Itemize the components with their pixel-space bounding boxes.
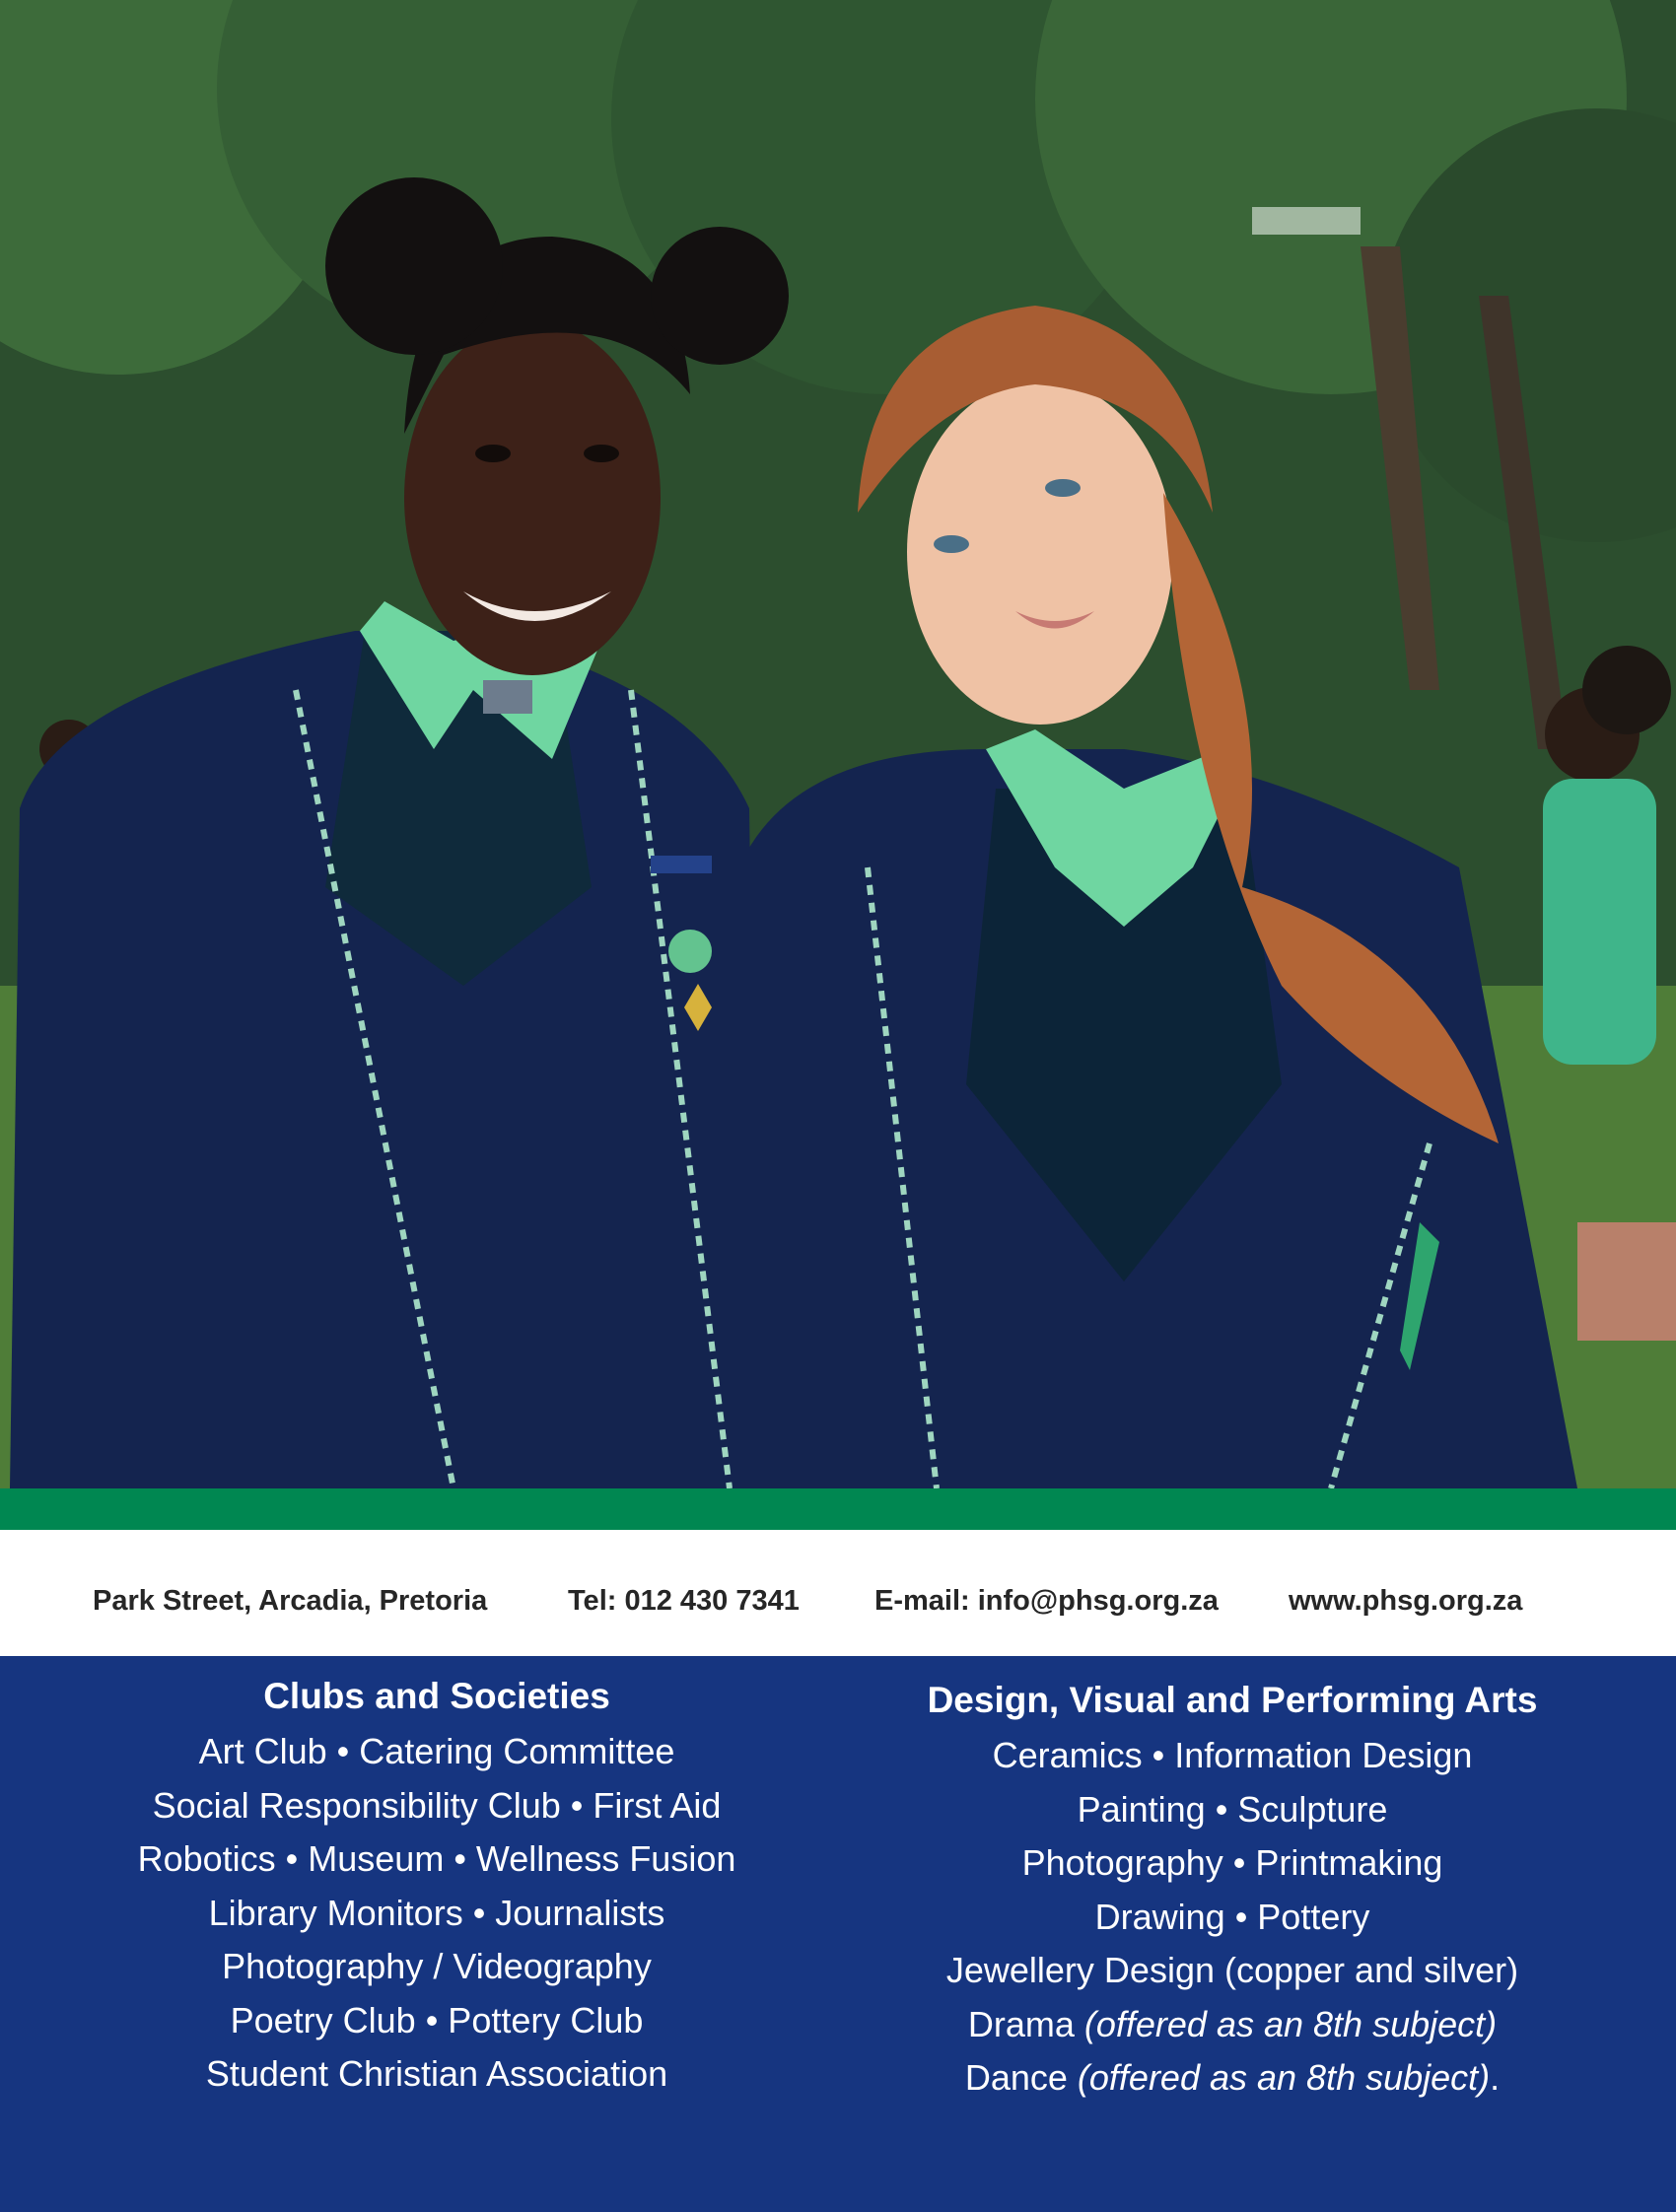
clubs-line: Library Monitors • Journalists [208,1892,665,1933]
arts-line-drama [838,1998,1627,2052]
path-paving [1577,1222,1676,1341]
clubs-line: Poetry Club • Pottery Club [230,1999,644,2040]
background-student-head [1582,646,1671,734]
left-face [404,320,661,675]
left-hair-bun [325,177,503,355]
dance-label: Dance [964,2057,1078,2098]
clubs-line: Student Christian Association [205,2053,668,2094]
sky-gap [1252,207,1361,235]
drama-label: Drama [967,2003,1084,2044]
left-eye [475,445,511,462]
name-badge [651,856,712,873]
email-text[interactable]: E-mail: info@phsg.org.za [874,1585,1219,1617]
left-neck [483,680,532,714]
website-link[interactable]: www.phsg.org.za [1289,1585,1523,1617]
arts-line: Drawing • Pottery [1094,1896,1370,1937]
dance-period: . [1490,2057,1501,2098]
arts-line: Photography • Printmaking [1021,1842,1443,1883]
telephone-text: Tel: 012 430 7341 [568,1585,800,1617]
arts-line: Jewellery Design (copper and silver) [945,1950,1519,1990]
dance-note: (offered as an 8th subject) [1077,2057,1491,2098]
school-pin [668,930,712,973]
right-eye [934,535,969,553]
arts-line: Ceramics • Information Design [992,1735,1473,1775]
clubs-line: Photography / Videography [222,1946,652,1986]
clubs-column [47,1672,826,2102]
arts-column [838,1676,1627,2106]
clubs-line: Social Responsibility Club • First Aid [152,1784,722,1826]
drama-note: (offered as an 8th subject) [1083,2003,1498,2044]
arts-line: Painting • Sculpture [1077,1788,1388,1830]
clubs-line: Art Club • Catering Committee [198,1731,675,1771]
left-hair-bun [651,227,789,365]
left-eye [584,445,619,462]
arts-line-dance [838,2051,1627,2106]
clubs-line: Robotics • Museum • Wellness Fusion [137,1838,736,1879]
green-divider-band [0,1488,1676,1530]
address-text: Park Street, Arcadia, Pretoria [93,1585,488,1617]
background-student-body [1543,779,1656,1065]
clubs-heading: Clubs and Societies [263,1676,610,1716]
right-eye [1045,479,1081,497]
arts-heading: Design, Visual and Performing Arts [927,1680,1538,1720]
